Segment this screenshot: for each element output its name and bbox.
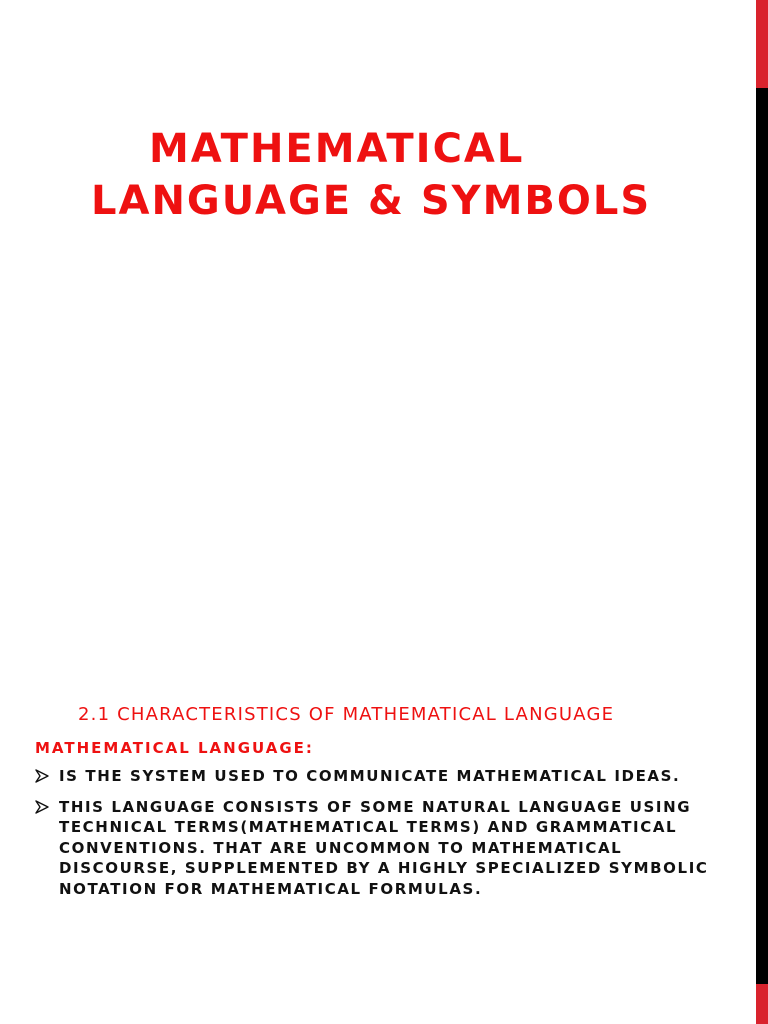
- arrowhead-bullet-icon: [35, 769, 49, 783]
- bullet-text: IS THE SYSTEM USED TO COMMUNICATE MATHEMATICAL IDEAS.: [59, 767, 681, 785]
- bullet-item: [35, 797, 747, 900]
- bullet-text: THIS LANGUAGE CONSISTS OF SOME NATURAL LANGUAGE USING TECHNICAL TERMS(MATHEMATICAL TERMS) AND GRAMMATICAL CONVENTIONS. THAT ARE UNCOMMON TO MATHEMATICAL DISCOURSE, SUPPLEMENTED BY A HIGHLY SPECIALIZED SYMBOLIC NOTATION FOR MATHEMATICAL FORMULAS.: [59, 797, 709, 898]
- bullet-item: [35, 766, 747, 787]
- bullet-list: [35, 766, 747, 909]
- edge-bar-red-top: [756, 0, 768, 88]
- slide-title-line-1: MATHEMATICAL: [149, 126, 525, 172]
- definition-heading: MATHEMATICAL LANGUAGE:: [35, 739, 314, 757]
- slide-title-line-2: LANGUAGE & SYMBOLS: [91, 178, 652, 224]
- edge-bar-black: [756, 88, 768, 984]
- section-heading: 2.1 CHARACTERISTICS OF MATHEMATICAL LANGUAGE: [78, 704, 615, 725]
- arrowhead-bullet-icon: [35, 800, 49, 814]
- edge-bar-red-bottom: [756, 984, 768, 1024]
